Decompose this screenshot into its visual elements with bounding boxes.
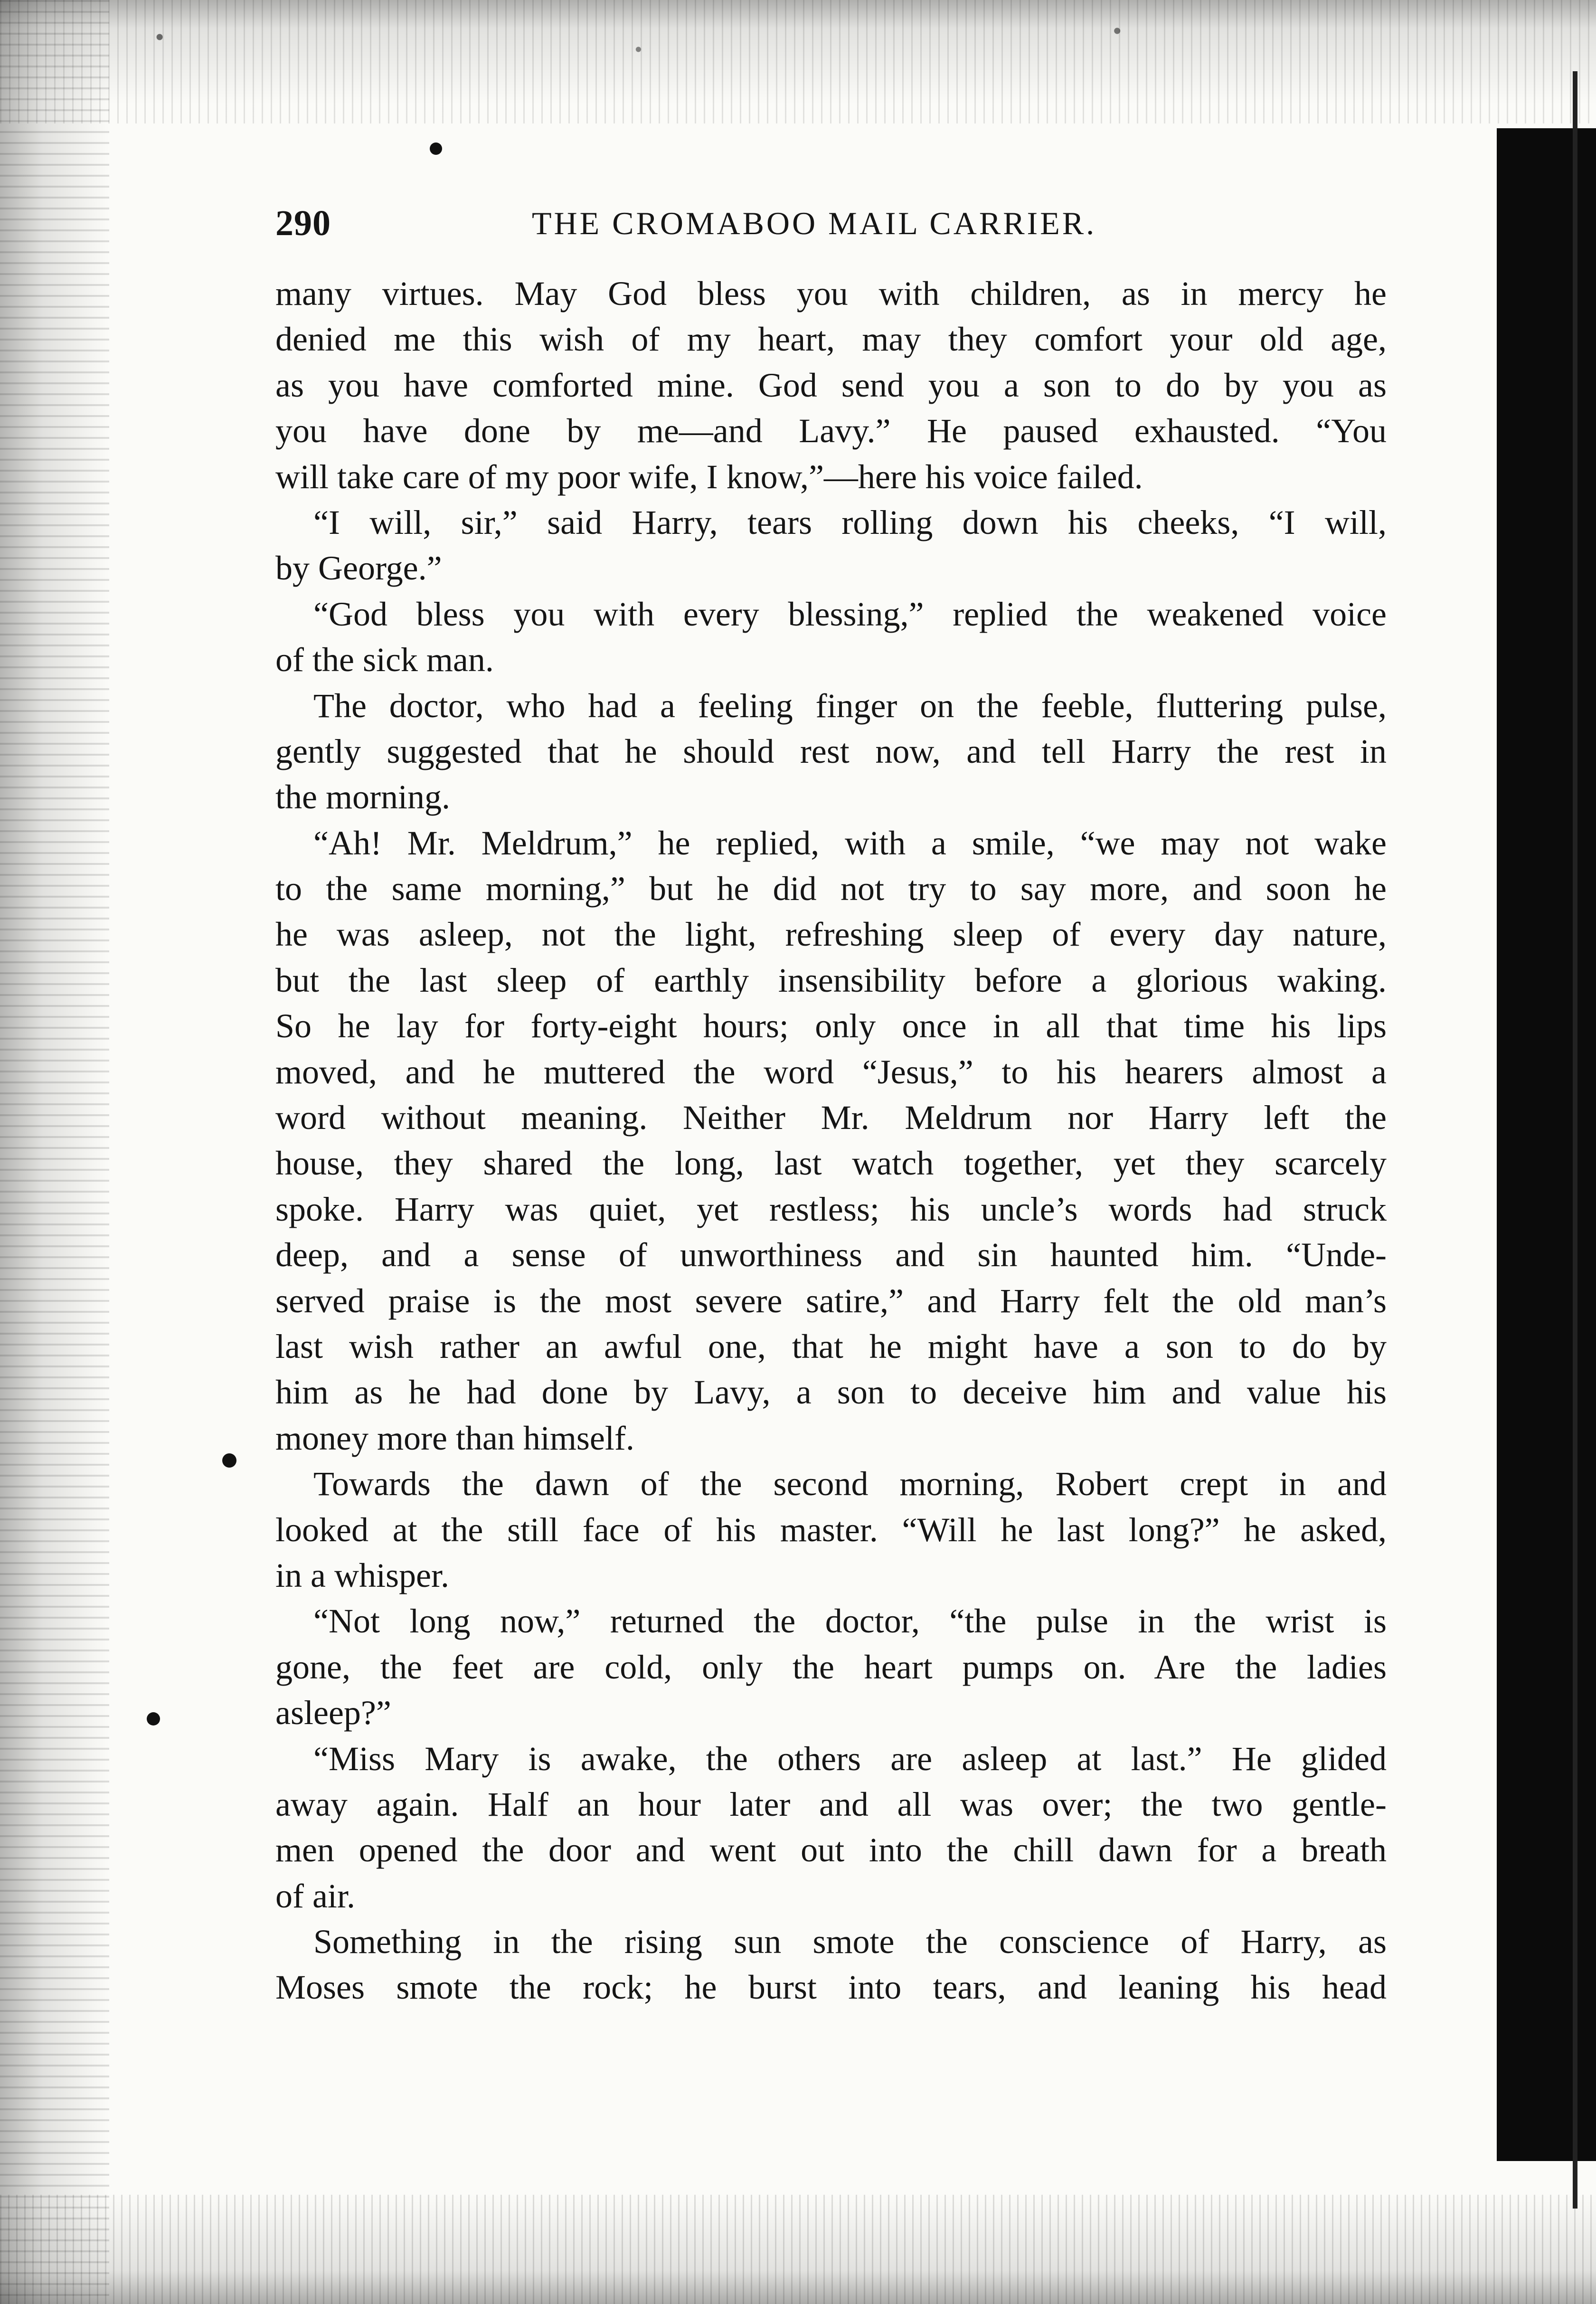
text-line: him as he had done by Lavy, a son to deceive him and value his	[275, 1373, 1387, 1412]
text-line: Towards the dawn of the second morning, Robert crept in and	[313, 1465, 1387, 1503]
text-line: will take care of my poor wife, I know,”—here his voice failed.	[275, 457, 1143, 496]
text-line: “Ah! Mr. Meldrum,” he replied, with a smile, “we may not wake	[313, 824, 1387, 862]
text-line: gently suggested that he should rest now, and tell Harry the rest in	[275, 732, 1387, 770]
text-line: “Not long now,” returned the doctor, “the pulse in the wrist is	[313, 1602, 1387, 1640]
text-line: gone, the feet are cold, only the heart pumps on. Are the ladies	[275, 1648, 1387, 1686]
text-line: spoke. Harry was quiet, yet restless; his uncle’s words had struck	[275, 1190, 1387, 1228]
text-line: “God bless you with every blessing,” replied the weakened voice	[313, 595, 1387, 633]
text-line: last wish rather an awful one, that he might have a son to do by	[275, 1327, 1387, 1365]
text-line: many virtues. May God bless you with children, as in mercy he	[275, 275, 1387, 313]
text-line: by George.”	[275, 549, 442, 588]
text-line: denied me this wish of my heart, may they comfort your old age,	[275, 320, 1387, 359]
text-line: looked at the still face of his master. “Will he last long?” he asked,	[275, 1510, 1387, 1549]
text-line: deep, and a sense of unworthiness and sin haunted him. “Unde-	[275, 1236, 1387, 1274]
text-line: to the same morning,” but he did not try to say more, and soon he	[275, 870, 1387, 908]
text-line: men opened the door and went out into the chill dawn for a breath	[275, 1831, 1387, 1869]
page-header	[275, 197, 1406, 249]
text-line: word without meaning. Neither Mr. Meldrum nor Harry left the	[275, 1099, 1387, 1137]
ink-spot	[430, 142, 442, 155]
text-line: of the sick man.	[275, 641, 494, 679]
ink-spot	[222, 1453, 236, 1468]
text-line: “I will, sir,” said Harry, tears rolling down his cheeks, “I will,	[313, 503, 1387, 541]
text-line: he was asleep, not the light, refreshing sleep of every day nature,	[275, 915, 1387, 954]
text-line: asleep?”	[275, 1694, 391, 1732]
text-line: So he lay for forty-eight hours; only once in all that time his lips	[275, 1007, 1387, 1045]
text-line: moved, and he muttered the word “Jesus,” to his hearers almost a	[275, 1052, 1387, 1091]
scan-edge-left	[0, 0, 109, 2304]
text-line: but the last sleep of earthly insensibility before a glorious waking.	[275, 961, 1387, 999]
text-line: Moses smote the rock; he burst into tears, and leaning his head	[275, 1968, 1387, 2007]
text-line: “Miss Mary is awake, the others are asleep at last.” He glided	[313, 1739, 1387, 1778]
text-line: away again. Half an hour later and all was over; the two gentle-	[275, 1785, 1387, 1823]
text-line: as you have comforted mine. God send you a son to do by you as	[275, 366, 1387, 404]
scan-edge-top	[0, 0, 1596, 123]
text-line: of air.	[275, 1877, 355, 1915]
text-line: in a whisper.	[275, 1556, 449, 1594]
text-line: Something in the rising sun smote the conscience of Harry, as	[313, 1923, 1387, 1961]
text-line: The doctor, who had a feeling finger on the feeble, fluttering pulse,	[313, 686, 1387, 725]
text-line: the morning.	[275, 778, 450, 816]
text-line: house, they shared the long, last watch together, yet they scarcely	[275, 1144, 1387, 1183]
binding-line	[1573, 71, 1577, 2209]
running-title: THE CROMABOO MAIL CARRIER.	[532, 205, 1097, 241]
page-number: 290	[275, 203, 331, 243]
scan-edge-bottom	[0, 2195, 1596, 2304]
text-line: served praise is the most severe satire,” and Harry felt the old man’s	[275, 1281, 1387, 1320]
body-text	[275, 271, 1387, 2010]
binding-shadow	[1497, 128, 1596, 2161]
text-line: money more than himself.	[275, 1419, 634, 1457]
text-line: you have done by me—and Lavy.” He paused exhausted. “You	[275, 412, 1387, 450]
ink-spot	[147, 1712, 160, 1726]
